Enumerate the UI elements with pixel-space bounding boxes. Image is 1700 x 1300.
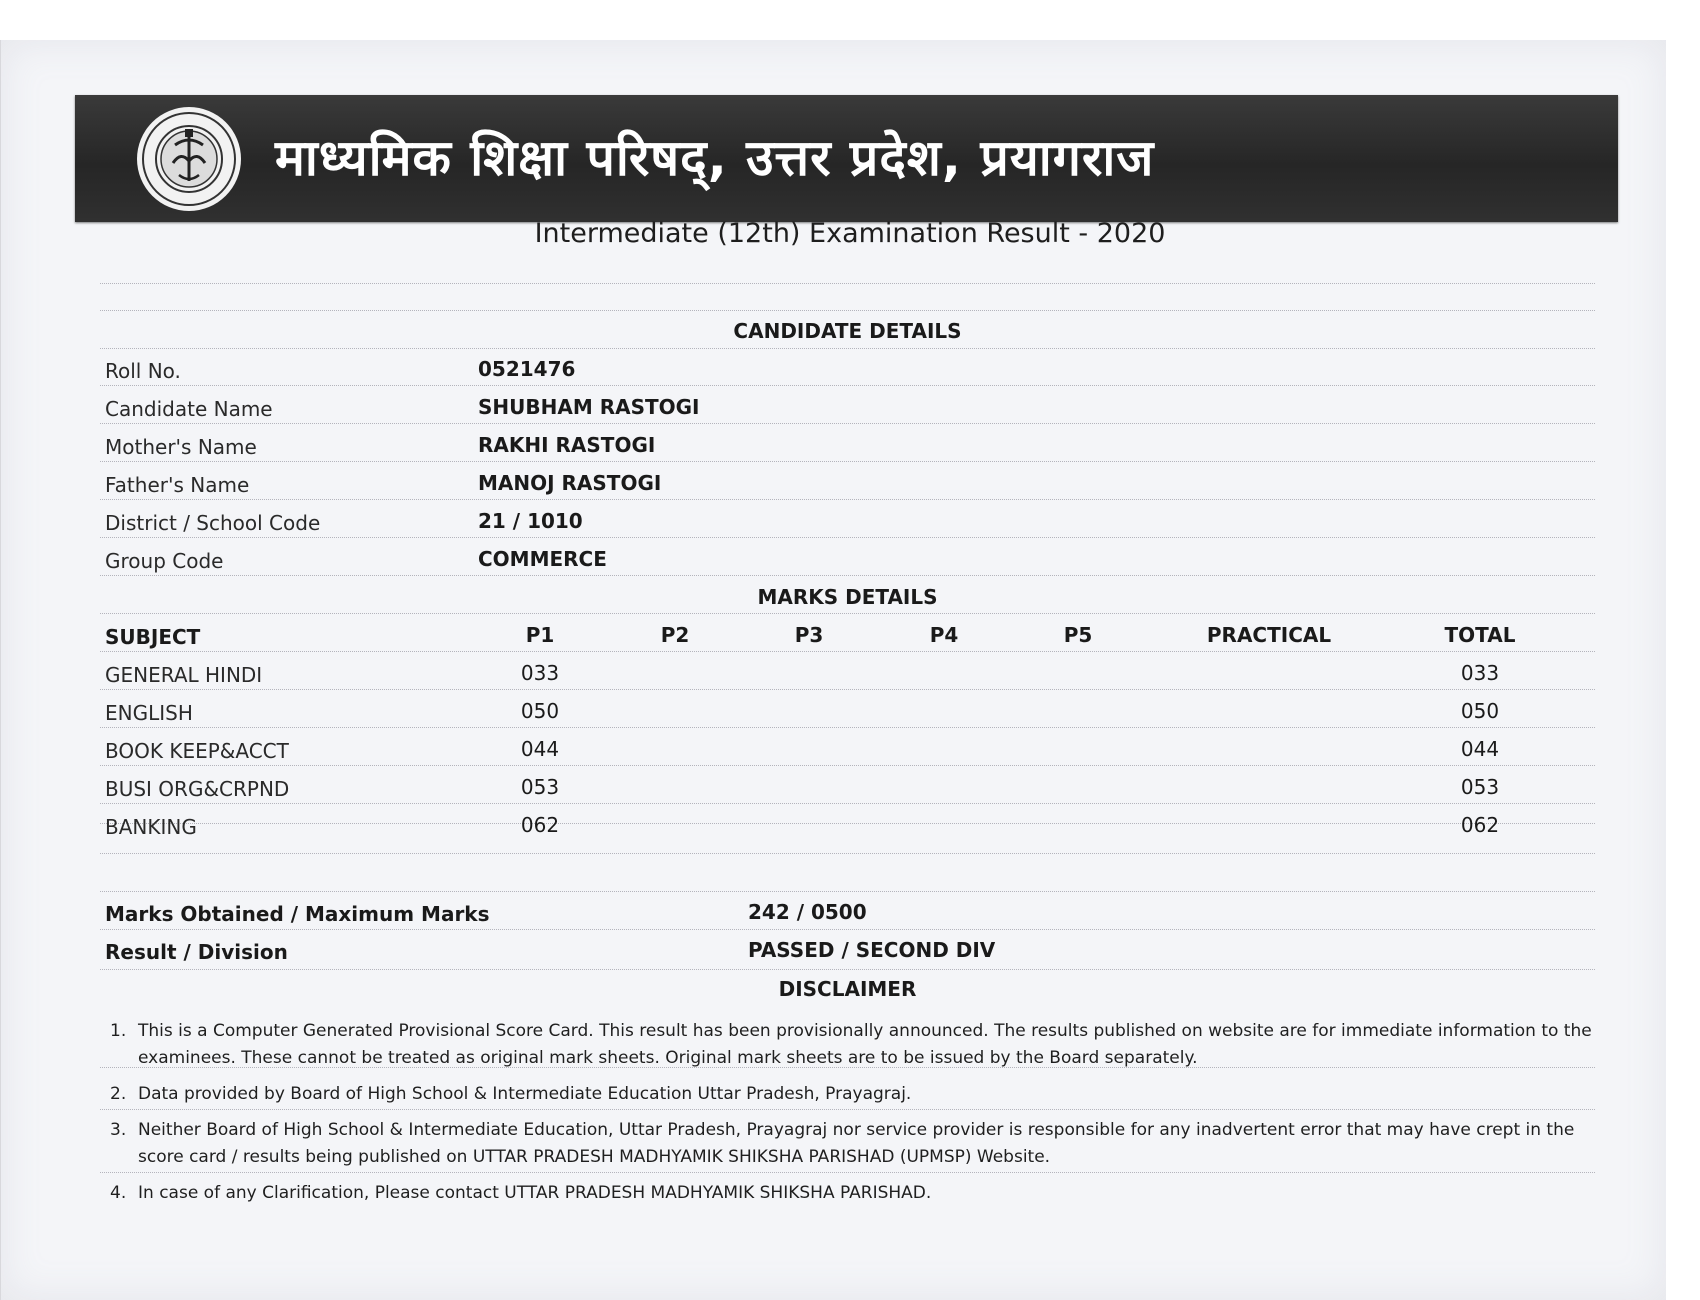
divider: [100, 461, 1595, 462]
disclaimer-number: 4.: [110, 1183, 127, 1203]
mark-total: 050: [1460, 699, 1500, 723]
field-value-group-code: COMMERCE: [478, 547, 607, 571]
board-banner: [75, 95, 1618, 222]
disclaimer-heading: DISCLAIMER: [778, 977, 917, 1001]
divider: [100, 929, 1595, 930]
col-header-p2: P2: [660, 623, 690, 647]
marks-obtained-value: 242 / 0500: [748, 900, 867, 924]
disclaimer-text: This is a Computer Generated Provisional Score Card. This result has been provisionally announced. The results published on website are for immediate information to the examinees. These cannot be treated as original mark sheets. Original mark sheets are to be issued by the Board separately.: [138, 1021, 1592, 1068]
mark-total: 053: [1460, 775, 1500, 799]
mark-p1: 062: [520, 813, 560, 837]
subject-name: GENERAL HINDI: [105, 663, 263, 687]
field-value-fathers-name: MANOJ RASTOGI: [478, 471, 662, 495]
divider: [100, 423, 1595, 424]
board-title: माध्यमिक शिक्षा परिषद्, उत्तर प्रदेश, प्रयागराज: [275, 129, 1155, 187]
field-label-fathers-name: Father's Name: [105, 473, 250, 497]
divider: [100, 575, 1595, 576]
divider: [100, 385, 1595, 386]
divider: [100, 803, 1595, 804]
subject-name: ENGLISH: [105, 701, 193, 725]
divider: [100, 891, 1595, 892]
col-header-p1: P1: [525, 623, 555, 647]
field-label-roll-no: Roll No.: [105, 359, 181, 383]
field-label-mothers-name: Mother's Name: [105, 435, 257, 459]
divider: [100, 823, 1595, 824]
col-header-p3: P3: [794, 623, 824, 647]
subject-name: BOOK KEEP&ACCT: [105, 739, 289, 763]
field-value-district-school-code: 21 / 1010: [478, 509, 583, 533]
col-header-subject: SUBJECT: [105, 625, 201, 649]
disclaimer-text: Neither Board of High School & Intermediate Education, Uttar Pradesh, Prayagraj nor service provider is responsible for any inadvertent error that may have crept in the score card / results being published on UTTAR PRADESH MADHYAMIK SHIKSHA PARISHAD (UPMSP) Website.: [138, 1120, 1575, 1167]
result-division-value: PASSED / SECOND DIV: [748, 938, 996, 962]
divider: [100, 1109, 1595, 1110]
field-value-candidate-name: SHUBHAM RASTOGI: [478, 395, 700, 419]
col-header-total: TOTAL: [1444, 623, 1516, 647]
mark-total: 033: [1460, 661, 1500, 685]
disclaimer-text: Data provided by Board of High School & Intermediate Education Uttar Pradesh, Prayagraj.: [138, 1084, 912, 1104]
col-header-practical: PRACTICAL: [1206, 623, 1332, 647]
mark-p1: 033: [520, 661, 560, 685]
divider: [100, 651, 1595, 652]
disclaimer-text: In case of any Clarification, Please contact UTTAR PRADESH MADHYAMIK SHIKSHA PARISHAD.: [138, 1183, 932, 1203]
disclaimer-number: 2.: [110, 1084, 127, 1104]
result-division-label: Result / Division: [105, 940, 288, 964]
board-emblem-icon: [135, 105, 243, 213]
divider: [100, 727, 1595, 728]
exam-title: Intermediate (12th) Examination Result - 2020: [534, 218, 1166, 249]
marks-obtained-label: Marks Obtained / Maximum Marks: [105, 902, 490, 926]
divider: [100, 537, 1595, 538]
field-label-candidate-name: Candidate Name: [105, 397, 273, 421]
field-value-mothers-name: RAKHI RASTOGI: [478, 433, 656, 457]
subject-name: BUSI ORG&CRPND: [105, 777, 290, 801]
divider: [100, 499, 1595, 500]
divider: [100, 765, 1595, 766]
divider: [100, 613, 1595, 614]
field-value-roll-no: 0521476: [478, 357, 576, 381]
field-label-group-code: Group Code: [105, 549, 224, 573]
marks-details-heading: MARKS DETAILS: [757, 585, 938, 609]
mark-p1: 050: [520, 699, 560, 723]
divider: [100, 348, 1595, 349]
mark-p1: 053: [520, 775, 560, 799]
candidate-details-heading: CANDIDATE DETAILS: [733, 319, 962, 343]
mark-total: 062: [1460, 813, 1500, 837]
divider: [100, 853, 1595, 854]
subject-name: BANKING: [105, 815, 197, 839]
col-header-p4: P4: [929, 623, 959, 647]
divider: [100, 689, 1595, 690]
divider: [100, 283, 1595, 284]
mark-total: 044: [1460, 737, 1500, 761]
col-header-p5: P5: [1063, 623, 1093, 647]
divider: [100, 969, 1595, 970]
disclaimer-number: 3.: [110, 1120, 127, 1140]
field-label-district-school-code: District / School Code: [105, 511, 321, 535]
divider: [100, 310, 1595, 311]
divider: [100, 1172, 1595, 1173]
mark-p1: 044: [520, 737, 560, 761]
disclaimer-number: 1.: [110, 1021, 127, 1041]
